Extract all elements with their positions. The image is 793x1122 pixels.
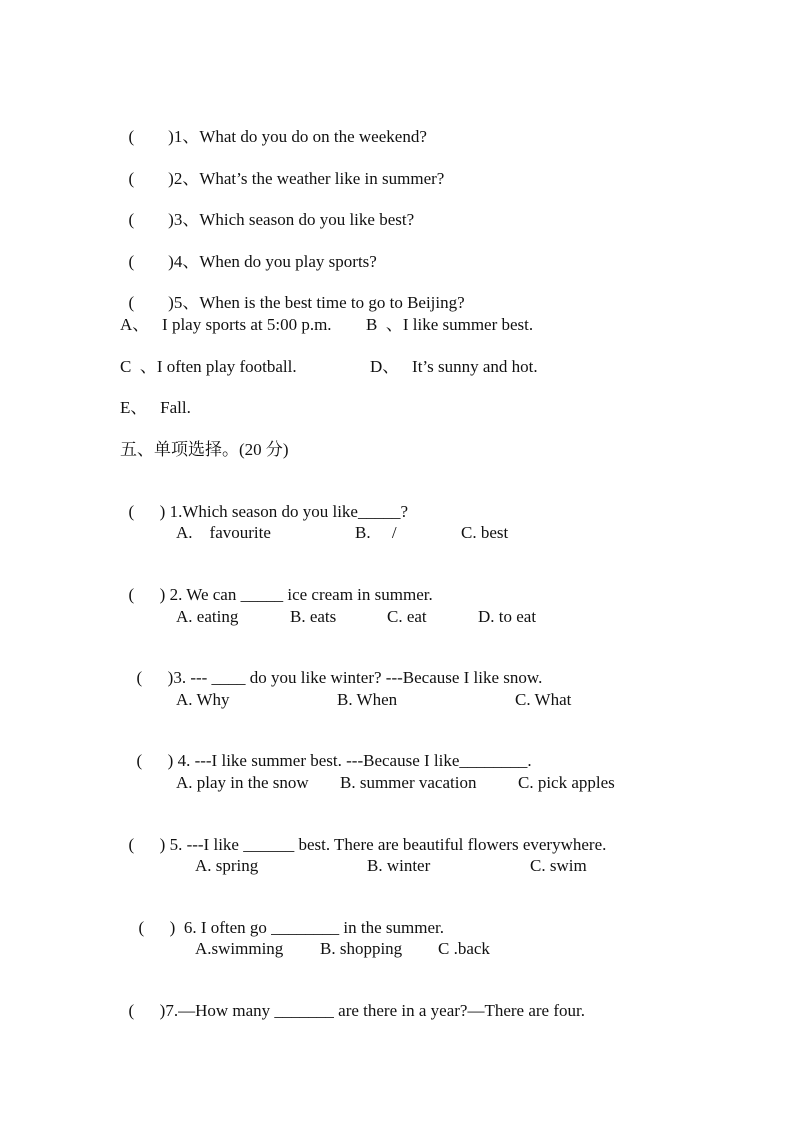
choice-question-6	[130, 898, 444, 938]
matching-question-4	[120, 232, 377, 272]
option-b: B. /	[355, 523, 397, 542]
matching-option-a: A、 I play sports at 5:00 p.m.	[120, 315, 332, 334]
answer-blank[interactable]: ( )	[128, 585, 166, 604]
option-c: C .back	[438, 939, 490, 958]
matching-option-c: C 、I often play football.	[120, 357, 297, 376]
question-text: 2. We can _____ ice cream in summer.	[165, 585, 433, 604]
question-text: 7.—How many _______ are there in a year?—There are four.	[165, 1001, 585, 1020]
option-c: C. pick apples	[518, 773, 615, 792]
question-text: 4. ---I like summer best. ---Because I like________.	[173, 751, 532, 770]
question-text: 1.Which season do you like_____?	[165, 502, 409, 521]
choice-question-3	[128, 648, 542, 688]
matching-question-5	[120, 273, 465, 313]
question-text: 3. --- ____ do you like winter? ---Because I like snow.	[173, 668, 543, 687]
question-text: 3、Which season do you like best?	[173, 210, 415, 229]
answer-blank[interactable]: ( )	[128, 1001, 166, 1020]
option-b: B. summer vacation	[340, 773, 477, 792]
answer-blank[interactable]: ( )	[128, 127, 174, 146]
answer-blank[interactable]: ( )	[128, 835, 166, 854]
choice-question-1	[120, 482, 408, 522]
option-b: B. shopping	[320, 939, 403, 958]
choice-question-7	[120, 981, 585, 1021]
choice-question-4	[128, 731, 532, 771]
matching-option-b: B 、I like summer best.	[366, 315, 534, 334]
answer-blank[interactable]: ( )	[136, 668, 174, 687]
option-d: D. to eat	[478, 607, 537, 626]
answer-blank[interactable]: ( )	[128, 210, 174, 229]
answer-blank[interactable]: ( )	[128, 252, 174, 271]
option-a: A. spring	[195, 856, 259, 875]
option-c: C. eat	[387, 607, 427, 626]
matching-question-2	[120, 149, 444, 189]
option-a: A. play in the snow	[176, 773, 309, 792]
question-text: 4、When do you play sports?	[173, 252, 377, 271]
option-a: A. favourite	[176, 523, 271, 542]
option-c: C. best	[461, 523, 509, 542]
option-c: C. swim	[530, 856, 587, 875]
answer-blank[interactable]: ( )	[128, 502, 166, 521]
question-text: 6. I often go ________ in the summer.	[175, 918, 444, 937]
option-a: A. eating	[176, 607, 239, 626]
matching-option-e: E、 Fall.	[120, 398, 191, 417]
option-a: A. Why	[176, 690, 230, 709]
answer-blank[interactable]: ( )	[128, 169, 174, 188]
question-text: 2、What’s the weather like in summer?	[173, 169, 445, 188]
choice-question-5	[120, 815, 606, 855]
section-heading: 五、单项选择。(20 分)	[120, 440, 289, 459]
option-b: B. When	[337, 690, 398, 709]
option-b: B. winter	[367, 856, 431, 875]
answer-blank[interactable]: ( )	[136, 751, 174, 770]
option-b: B. eats	[290, 607, 337, 626]
answer-blank[interactable]: ( )	[138, 918, 176, 937]
question-text: 1、What do you do on the weekend?	[173, 127, 427, 146]
answer-blank[interactable]: ( )	[128, 293, 174, 312]
question-text: 5、When is the best time to go to Beijing?	[173, 293, 465, 312]
matching-question-3	[120, 190, 414, 230]
matching-question-1	[120, 107, 427, 147]
option-a: A.swimming	[195, 939, 284, 958]
matching-option-d: D、 It’s sunny and hot.	[370, 357, 538, 376]
choice-question-2	[120, 565, 433, 605]
option-c: C. What	[515, 690, 572, 709]
question-text: 5. ---I like ______ best. There are beautiful flowers everywhere.	[165, 835, 607, 854]
